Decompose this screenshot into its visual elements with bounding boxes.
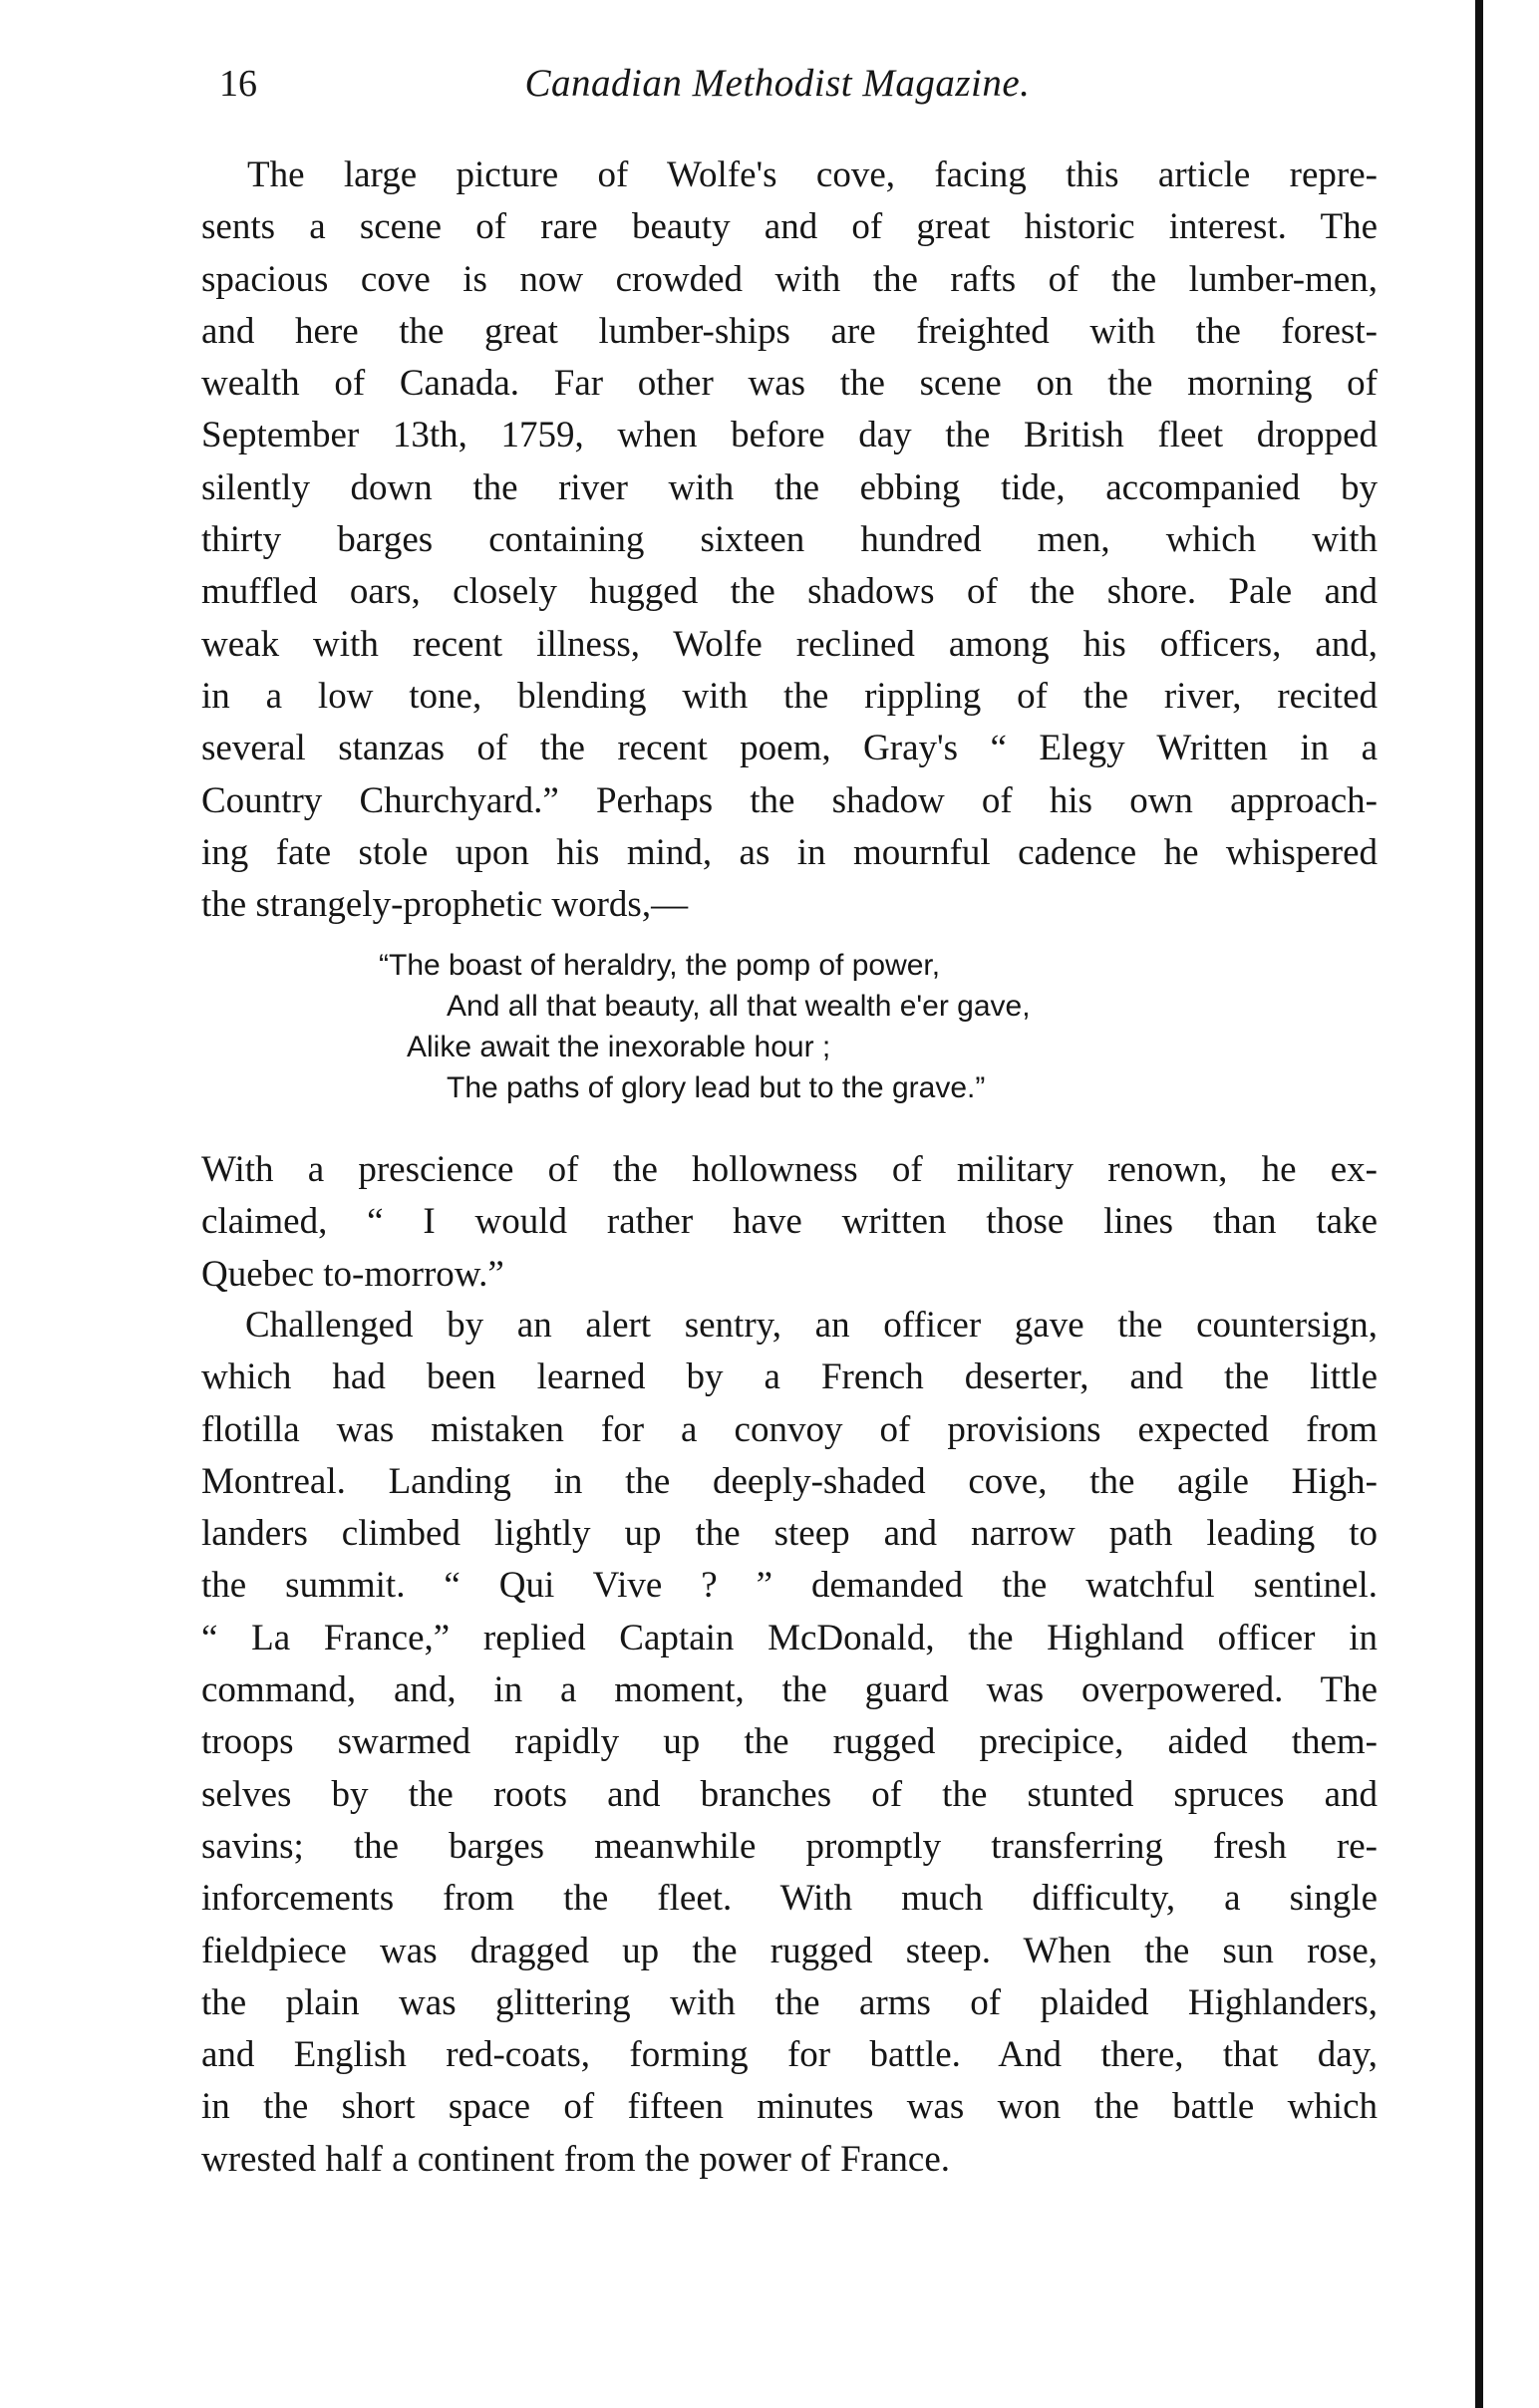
text-line: and English red-coats, forming for battle. And there, that day, <box>201 2034 1378 2076</box>
text-line: wealth of Canada. Far other was the scene on the morning of <box>201 363 1378 405</box>
page-header <box>189 60 1366 120</box>
text-line: and here the great lumber-ships are freighted with the forest- <box>201 310 1378 352</box>
text-line: silently down the river with the ebbing tide, accompanied by <box>201 466 1378 508</box>
text-line: savins; the barges meanwhile promptly transferring fresh re- <box>201 1825 1378 1867</box>
running-title: Canadian Methodist Magazine. <box>524 62 1031 105</box>
text-line: several stanzas of the recent poem, Gray's “ Elegy Written in a <box>201 728 1378 769</box>
text-line: “ La France,” replied Captain McDonald, the Highland officer in <box>201 1617 1378 1658</box>
text-line: the strangely-prophetic words,— <box>201 884 689 926</box>
paragraph-wolfes-cove <box>201 150 1378 931</box>
text-line: flotilla was mistaken for a convoy of provisions expected from <box>201 1408 1378 1450</box>
paragraph-landing <box>201 1300 1378 2186</box>
page-binding-edge <box>1475 0 1483 2408</box>
text-line: selves by the roots and branches of the stunted spruces and <box>201 1773 1378 1815</box>
text-line: wrested half a continent from the power of France. <box>201 2138 951 2180</box>
text-line: Country Churchyard.” Perhaps the shadow of his own approach- <box>201 779 1378 821</box>
text-line: the summit. “ Qui Vive ? ” demanded the watchful sentinel. <box>201 1565 1378 1607</box>
text-line: weak with recent illness, Wolfe reclined among his officers, and, <box>201 623 1378 665</box>
verse-line: “The boast of heraldry, the pomp of power, <box>379 949 941 982</box>
text-line: The large picture of Wolfe's cove, facing this article repre- <box>247 154 1378 195</box>
text-line: thirty barges containing sixteen hundred men, which with <box>201 519 1378 561</box>
text-line: inforcements from the fleet. With much difficulty, a single <box>201 1878 1378 1920</box>
text-line: ing fate stole upon his mind, as in mournful cadence he whispered <box>201 831 1378 873</box>
text-line: Quebec to-morrow.” <box>201 1253 504 1295</box>
text-line: fieldpiece was dragged up the rugged steep. When the sun rose, <box>201 1930 1378 1971</box>
text-line: claimed, “ I would rather have written those lines than take <box>201 1201 1378 1243</box>
text-line: in a low tone, blending with the rippling of the river, recited <box>201 675 1378 717</box>
text-line: September 13th, 1759, when before day the British fleet dropped <box>201 415 1378 456</box>
verse-line: The paths of glory lead but to the grave.” <box>447 1071 986 1104</box>
text-line: Montreal. Landing in the deeply-shaded cove, the agile High- <box>201 1460 1378 1502</box>
verse-line: Alike await the inexorable hour ; <box>407 1031 831 1063</box>
text-line: landers climbed lightly up the steep and narrow path leading to <box>201 1513 1378 1555</box>
text-line: troops swarmed rapidly up the rugged precipice, aided them- <box>201 1721 1378 1763</box>
text-line: the plain was glittering with the arms of plaided Highlanders, <box>201 1981 1378 2023</box>
text-line: spacious cove is now crowded with the rafts of the lumber-men, <box>201 258 1378 300</box>
text-line: muffled oars, closely hugged the shadows of the shore. Pale and <box>201 571 1378 613</box>
text-line: Challenged by an alert sentry, an officer gave the countersign, <box>245 1305 1378 1346</box>
text-line: in the short space of fifteen minutes was won the battle which <box>201 2086 1378 2128</box>
text-line: With a prescience of the hollowness of military renown, he ex- <box>201 1149 1378 1190</box>
text-line: which had been learned by a French deserter, and the little <box>201 1356 1378 1398</box>
text-line: command, and, in a moment, the guard was overpowered. The <box>201 1669 1378 1711</box>
page-number: 16 <box>219 63 257 105</box>
paragraph-prescience <box>201 1144 1378 1301</box>
text-line: sents a scene of rare beauty and of great historic interest. The <box>201 206 1378 248</box>
verse-line: And all that beauty, all that wealth e'er gave, <box>447 990 1031 1023</box>
elegy-verse-quote <box>379 945 1176 1108</box>
